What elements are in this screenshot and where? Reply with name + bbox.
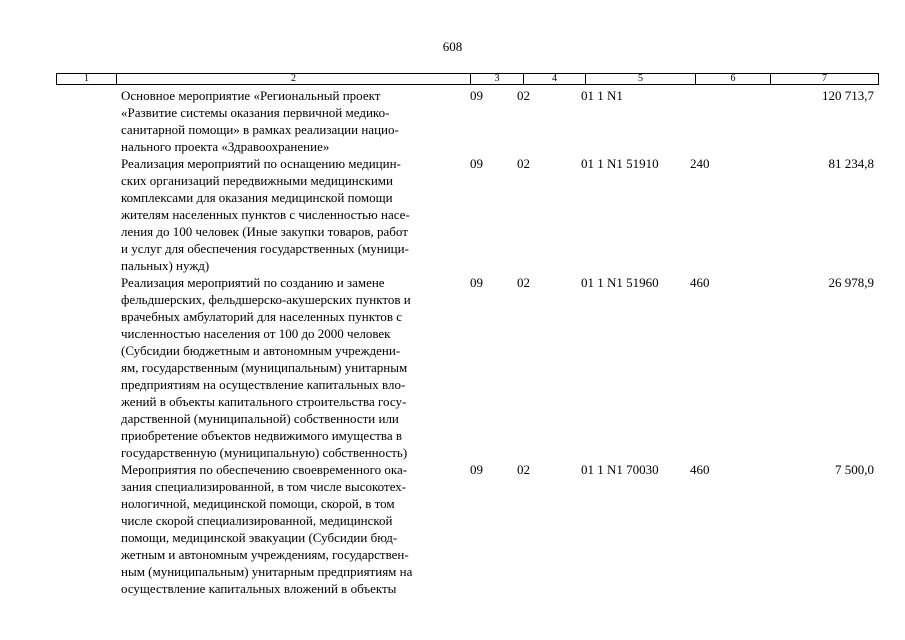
row-description: Реализация мероприятий по оснащению медицин- ских организаций передвижными медицинскими комплексами для оказания медицинской помощи жителям населенных пунктов с численностью насе- ления до 100 человек (Иные закупки товаров, работ и услуг для обеспечения государственных (муници- пальных) нужд) <box>121 156 410 273</box>
table-row <box>0 274 905 461</box>
table-row <box>0 155 905 274</box>
row-description: Реализация мероприятий по созданию и замене фельдшерских, фельдшерско-акушерских пунктов и врачебных амбулаторий для населенных пунктов с численностью населения от 100 до 2000 человек (Субсидии бюджетным и автономным учреждени- ям, государственным (муниципальным) унитарным предприятиям на осуществление капитальных вло- жений в объекты капитального строительства госу- дарственной (муниципальной) собственности или приобретение объектов недвижимого имущества в государственную (муниципальную) собственность) <box>121 275 411 460</box>
row-target-article: 01 1 N1 51960 <box>581 275 659 290</box>
row-subsection-code: 02 <box>517 88 530 103</box>
row-amount: 7 500,0 <box>835 462 874 477</box>
row-section-code: 09 <box>470 275 483 290</box>
table-body <box>0 87 905 597</box>
page-number: 608 <box>442 39 463 54</box>
row-section-code: 09 <box>470 462 483 477</box>
row-amount: 26 978,9 <box>828 275 874 290</box>
row-description: Мероприятия по обеспечению своевременного ока- зания специализированной, в том числе высокотех- нологичной, медицинской помощи, скорой, в том числе скорой специализированной, медицинской помощи, медицинской эвакуации (Субсидии бюд- жетным и автономным учреждениям, государствен- ным (муниципальным) унитарным предприятиям на осуществление капитальных вложений в объекты <box>121 462 413 596</box>
header-cell-5: 5 <box>586 74 696 84</box>
row-section-code: 09 <box>470 88 483 103</box>
row-expense-type: 460 <box>690 275 710 290</box>
header-cell-7: 7 <box>822 73 827 84</box>
row-amount: 81 234,8 <box>828 156 874 171</box>
row-expense-type: 460 <box>690 462 710 477</box>
header-cell-4: 4 <box>524 74 586 84</box>
row-subsection-code: 02 <box>517 275 530 290</box>
table-header <box>56 73 879 85</box>
table-row <box>0 87 905 155</box>
row-subsection-code: 02 <box>517 462 530 477</box>
row-target-article: 01 1 N1 51910 <box>581 156 659 171</box>
row-subsection-code: 02 <box>517 156 530 171</box>
row-target-article: 01 1 N1 <box>581 88 623 103</box>
row-section-code: 09 <box>470 156 483 171</box>
table-row <box>0 461 905 597</box>
header-cell-6: 6 <box>696 74 771 84</box>
row-target-article: 01 1 N1 70030 <box>581 462 659 477</box>
header-cell-3: 3 <box>471 74 524 84</box>
row-amount: 120 713,7 <box>822 88 874 103</box>
row-expense-type: 240 <box>690 156 710 171</box>
header-cell-1: 1 <box>57 74 117 84</box>
header-cell-2: 2 <box>117 74 471 84</box>
row-description: Основное мероприятие «Региональный проект «Развитие системы оказания первичной медико- санитарной помощи» в рамках реализации нацио- нального проекта «Здравоохранение» <box>121 88 399 154</box>
